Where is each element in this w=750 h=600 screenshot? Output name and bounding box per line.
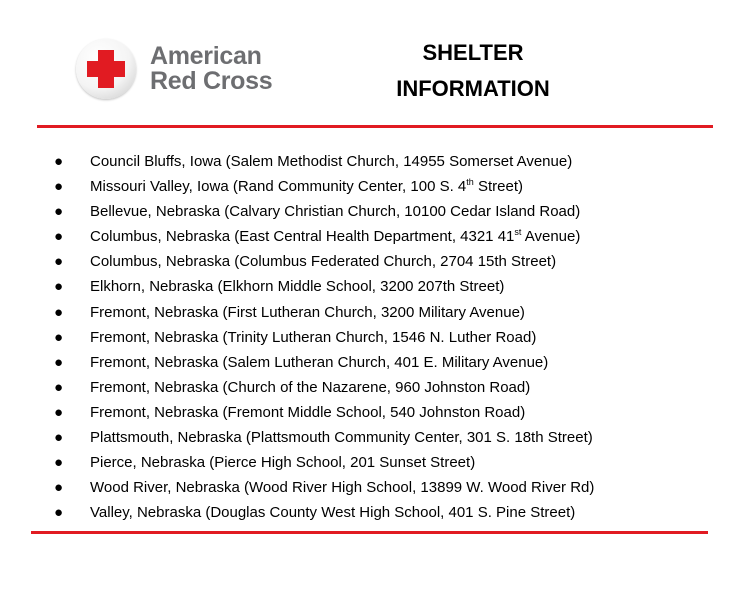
shelter-list-item — [0, 224, 750, 249]
ordinal-suffix: st — [514, 227, 522, 238]
bullet-icon: ● — [54, 378, 64, 396]
bullet-icon: ● — [54, 429, 64, 447]
bullet-icon: ● — [54, 328, 64, 346]
shelter-list-item — [0, 325, 750, 350]
shelter-list-item — [0, 400, 750, 425]
logo-wordmark — [150, 44, 272, 94]
shelter-text: Fremont, Nebraska (Trinity Lutheran Church, 1546 N. Luther Road) — [90, 328, 537, 346]
bullet-icon: ● — [54, 203, 64, 221]
red-cross-icon — [76, 39, 136, 99]
bottom-divider — [31, 531, 708, 534]
shelter-list-item — [0, 375, 750, 400]
shelter-text — [90, 174, 523, 199]
shelter-text: Fremont, Nebraska (Church of the Nazarene, 960 Johnston Road) — [90, 378, 531, 396]
shelter-text: Plattsmouth, Nebraska (Plattsmouth Community Center, 301 S. 18th Street) — [90, 429, 593, 447]
shelter-text: Fremont, Nebraska (Fremont Middle School, 540 Johnston Road) — [90, 403, 526, 421]
logo-line-american: American — [150, 42, 262, 70]
shelter-list-item — [0, 475, 750, 500]
shelter-text-part: Columbus, Nebraska (East Central Health Department, 4321 41 — [90, 228, 515, 246]
shelter-text — [90, 224, 580, 249]
bullet-icon: ● — [54, 278, 64, 296]
shelter-list-item — [0, 249, 750, 274]
bullet-icon: ● — [54, 153, 64, 170]
shelter-list-item — [0, 350, 750, 375]
logo-line-red-cross: Red Cross — [150, 67, 273, 95]
page-title — [380, 35, 566, 107]
shelter-list-item — [0, 300, 750, 325]
shelter-text: Fremont, Nebraska (Salem Lutheran Church, 401 E. Military Avenue) — [90, 353, 549, 371]
shelter-text: Pierce, Nebraska (Pierce High School, 201 Sunset Street) — [90, 454, 476, 472]
bullet-icon: ● — [54, 303, 64, 321]
bullet-icon: ● — [54, 454, 64, 472]
bullet-icon: ● — [54, 504, 64, 522]
shelter-text: Elkhorn, Nebraska (Elkhorn Middle School, 3200 207th Street) — [90, 278, 505, 296]
bullet-icon: ● — [54, 403, 64, 421]
logo-emblem — [76, 39, 136, 99]
top-divider — [37, 125, 713, 128]
ordinal-suffix: th — [466, 177, 474, 188]
shelter-text: Bellevue, Nebraska (Calvary Christian Church, 10100 Cedar Island Road) — [90, 203, 581, 221]
shelter-text: Valley, Nebraska (Douglas County West High School, 401 S. Pine Street) — [90, 504, 576, 522]
shelter-text-part: Avenue) — [521, 228, 581, 246]
shelter-list-item — [0, 199, 750, 224]
shelter-list-item — [0, 425, 750, 450]
title-line-2: INFORMATION — [396, 76, 550, 101]
shelter-text-part: Street) — [473, 178, 523, 196]
shelter-list-item — [0, 450, 750, 475]
shelter-text-part: Missouri Valley, Iowa (Rand Community Center, 100 S. 4 — [90, 178, 467, 196]
bullet-icon: ● — [54, 353, 64, 371]
shelter-list-item — [0, 149, 750, 174]
bullet-icon: ● — [54, 178, 64, 196]
shelter-list-item — [0, 274, 750, 299]
bullet-icon: ● — [54, 479, 64, 497]
shelter-text: Columbus, Nebraska (Columbus Federated Church, 2704 15th Street) — [90, 253, 557, 271]
shelter-text: Council Bluffs, Iowa (Salem Methodist Church, 14955 Somerset Avenue) — [90, 153, 573, 170]
bullet-icon: ● — [54, 228, 64, 246]
shelter-list-item — [0, 174, 750, 199]
shelter-list-item — [0, 500, 750, 525]
shelter-list — [0, 149, 750, 525]
american-red-cross-logo — [76, 38, 296, 104]
shelter-text: Fremont, Nebraska (First Lutheran Church, 3200 Military Avenue) — [90, 303, 525, 321]
bullet-icon: ● — [54, 253, 64, 271]
shelter-text: Wood River, Nebraska (Wood River High School, 13899 W. Wood River Rd) — [90, 479, 595, 497]
title-line-1: SHELTER — [422, 40, 524, 65]
